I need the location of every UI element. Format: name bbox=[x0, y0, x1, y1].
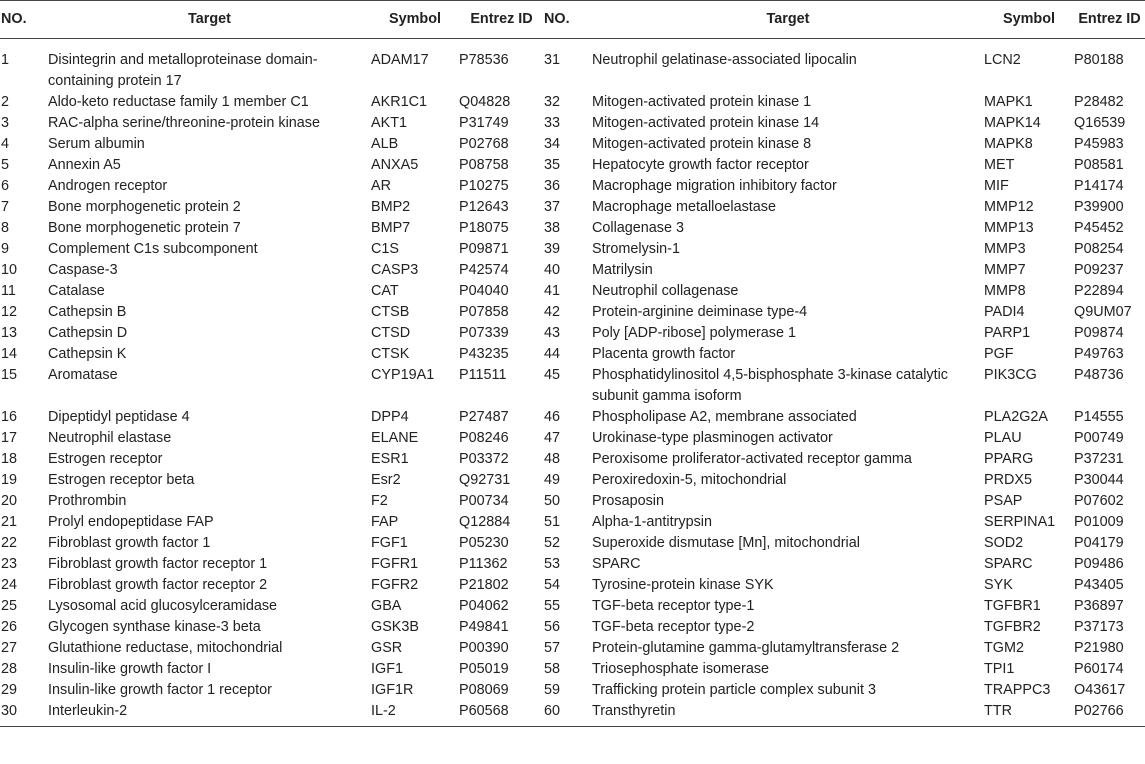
cell-entrez-left: P05230 bbox=[459, 535, 509, 551]
table-row bbox=[0, 659, 1145, 680]
table-body bbox=[0, 39, 1145, 727]
cell-symbol-right: MMP3 bbox=[984, 241, 1026, 257]
cell-entrez-right: P39900 bbox=[1074, 199, 1124, 215]
cell-symbol-left: CYP19A1 bbox=[371, 367, 435, 383]
cell-target-left: Insulin-like growth factor I bbox=[48, 661, 212, 677]
cell-no-right: 42 bbox=[544, 304, 561, 320]
cell-symbol-left: FAP bbox=[371, 514, 399, 530]
cell-target-left: Fibroblast growth factor receptor 1 bbox=[48, 556, 268, 572]
cell-symbol-left: CTSB bbox=[371, 304, 410, 320]
cell-symbol-left: CTSD bbox=[371, 325, 411, 341]
cell-entrez-left: P08069 bbox=[459, 682, 509, 698]
cell-symbol-right: MMP8 bbox=[984, 283, 1026, 299]
cell-symbol-left: CASP3 bbox=[371, 262, 419, 278]
cell-entrez-left: P04062 bbox=[459, 598, 509, 614]
cell-entrez-left: P08246 bbox=[459, 430, 509, 446]
cell-target-right: Macrophage metalloelastase bbox=[592, 199, 776, 215]
cell-no-right: 39 bbox=[544, 241, 561, 257]
cell-entrez-right: P28482 bbox=[1074, 94, 1124, 110]
cell-symbol-right: SPARC bbox=[984, 556, 1033, 572]
cell-no-right: 53 bbox=[544, 556, 561, 572]
cell-entrez-left: P03372 bbox=[459, 451, 509, 467]
cell-symbol-left: IGF1R bbox=[371, 682, 414, 698]
cell-target-left: Bone morphogenetic protein 7 bbox=[48, 220, 241, 236]
cell-no-left: 2 bbox=[1, 94, 10, 110]
cell-no-left: 18 bbox=[1, 451, 18, 467]
cell-no-left: 12 bbox=[1, 304, 18, 320]
cell-no-right: 44 bbox=[544, 346, 561, 362]
cell-no-left: 10 bbox=[1, 262, 18, 278]
cell-entrez-left: P11362 bbox=[459, 556, 508, 572]
header-target-left: Target bbox=[188, 11, 231, 27]
cell-target-right: Protein-arginine deiminase type-4 bbox=[592, 304, 808, 320]
cell-target-left: Insulin-like growth factor 1 receptor bbox=[48, 682, 272, 698]
table-row bbox=[0, 596, 1145, 617]
cell-no-right: 36 bbox=[544, 178, 561, 194]
cell-symbol-right: PSAP bbox=[984, 493, 1023, 509]
cell-no-right: 58 bbox=[544, 661, 561, 677]
cell-target-left: Aldo-keto reductase family 1 member C1 bbox=[48, 94, 309, 110]
cell-no-left: 9 bbox=[1, 241, 10, 257]
cell-entrez-right: P14555 bbox=[1074, 409, 1124, 425]
cell-no-right: 60 bbox=[544, 703, 561, 719]
cell-symbol-left: Esr2 bbox=[371, 472, 401, 488]
cell-symbol-right: TPI1 bbox=[984, 661, 1015, 677]
cell-entrez-left: P07858 bbox=[459, 304, 509, 320]
cell-target-right: Mitogen-activated protein kinase 1 bbox=[592, 94, 812, 110]
cell-target-left: Fibroblast growth factor receptor 2 bbox=[48, 577, 268, 593]
cell-entrez-left: P12643 bbox=[459, 199, 509, 215]
cell-entrez-right: P48736 bbox=[1074, 367, 1124, 383]
cell-symbol-right: PARP1 bbox=[984, 325, 1031, 341]
cell-target-right: Mitogen-activated protein kinase 14 bbox=[592, 115, 820, 131]
cell-target-right: Superoxide dismutase [Mn], mitochondrial bbox=[592, 535, 860, 551]
cell-entrez-left: P60568 bbox=[459, 703, 509, 719]
cell-entrez-left: P27487 bbox=[459, 409, 509, 425]
cell-entrez-left: P31749 bbox=[459, 115, 509, 131]
cell-target-right: Peroxiredoxin-5, mitochondrial bbox=[592, 472, 787, 488]
cell-symbol-right: MMP12 bbox=[984, 199, 1034, 215]
cell-entrez-left: P08758 bbox=[459, 157, 509, 173]
header-symbol-right: Symbol bbox=[1003, 11, 1055, 27]
cell-no-right: 52 bbox=[544, 535, 561, 551]
cell-no-left: 26 bbox=[1, 619, 18, 635]
cell-entrez-right: P30044 bbox=[1074, 472, 1124, 488]
cell-symbol-left: FGFR1 bbox=[371, 556, 419, 572]
cell-target-right: Collagenase 3 bbox=[592, 220, 685, 236]
cell-symbol-left: AKT1 bbox=[371, 115, 407, 131]
cell-no-right: 35 bbox=[544, 157, 561, 173]
cell-target-left: Neutrophil elastase bbox=[48, 430, 172, 446]
cell-symbol-left: IL-2 bbox=[371, 703, 396, 719]
cell-no-left: 13 bbox=[1, 325, 18, 341]
cell-no-left: 21 bbox=[1, 514, 18, 530]
cell-symbol-right: MIF bbox=[984, 178, 1009, 194]
cell-target-left: Annexin A5 bbox=[48, 157, 121, 173]
header-entrez-right: Entrez ID bbox=[1078, 11, 1141, 27]
cell-symbol-left: BMP7 bbox=[371, 220, 411, 236]
cell-symbol-right: MMP7 bbox=[984, 262, 1026, 278]
cell-entrez-right: P08581 bbox=[1074, 157, 1124, 173]
cell-symbol-right: TRAPPC3 bbox=[984, 682, 1051, 698]
table-row bbox=[0, 638, 1145, 659]
cell-entrez-left: P05019 bbox=[459, 661, 509, 677]
cell-symbol-left: CAT bbox=[371, 283, 399, 299]
cell-no-left: 15 bbox=[1, 367, 18, 383]
cell-symbol-left: GSK3B bbox=[371, 619, 419, 635]
cell-entrez-right: P04179 bbox=[1074, 535, 1124, 551]
cell-no-left: 28 bbox=[1, 661, 18, 677]
table-row bbox=[0, 680, 1145, 701]
cell-target-right: Prosaposin bbox=[592, 493, 664, 509]
cell-entrez-left: Q92731 bbox=[459, 472, 511, 488]
cell-target-left: Caspase-3 bbox=[48, 262, 118, 278]
cell-symbol-left: DPP4 bbox=[371, 409, 409, 425]
cell-symbol-right: LCN2 bbox=[984, 52, 1021, 68]
table-row bbox=[0, 302, 1145, 323]
table-row bbox=[0, 428, 1145, 449]
cell-target-left: Dipeptidyl peptidase 4 bbox=[48, 409, 190, 425]
cell-target-right: Hepatocyte growth factor receptor bbox=[592, 157, 809, 173]
cell-symbol-left: GBA bbox=[371, 598, 402, 614]
cell-symbol-left: IGF1 bbox=[371, 661, 403, 677]
table-row bbox=[0, 281, 1145, 302]
cell-symbol-right: PADI4 bbox=[984, 304, 1025, 320]
cell-entrez-right: P60174 bbox=[1074, 661, 1124, 677]
cell-entrez-right: P09486 bbox=[1074, 556, 1124, 572]
cell-entrez-right: P45452 bbox=[1074, 220, 1124, 236]
cell-entrez-right: P09874 bbox=[1074, 325, 1124, 341]
cell-no-left: 4 bbox=[1, 136, 10, 152]
cell-target-right: Triosephosphate isomerase bbox=[592, 661, 770, 677]
cell-no-left: 19 bbox=[1, 472, 18, 488]
table-row bbox=[0, 344, 1145, 365]
cell-symbol-right: TTR bbox=[984, 703, 1012, 719]
cell-symbol-left: ADAM17 bbox=[371, 52, 429, 68]
cell-target-left: Bone morphogenetic protein 2 bbox=[48, 199, 241, 215]
cell-no-right: 45 bbox=[544, 367, 561, 383]
cell-entrez-right: P09237 bbox=[1074, 262, 1124, 278]
header-symbol-left: Symbol bbox=[389, 11, 441, 27]
cell-target-left: Androgen receptor bbox=[48, 178, 168, 194]
cell-no-right: 55 bbox=[544, 598, 561, 614]
header-entrez-left: Entrez ID bbox=[470, 11, 533, 27]
cell-no-left: 3 bbox=[1, 115, 10, 131]
cell-target-right: Poly [ADP-ribose] polymerase 1 bbox=[592, 325, 796, 341]
table-row bbox=[0, 512, 1145, 533]
header-row bbox=[0, 1, 1145, 39]
header-no-right: NO. bbox=[544, 11, 570, 27]
cell-entrez-left: P43235 bbox=[459, 346, 509, 362]
cell-target-right: TGF-beta receptor type-1 bbox=[592, 598, 755, 614]
cell-symbol-right: MET bbox=[984, 157, 1015, 173]
cell-no-right: 50 bbox=[544, 493, 561, 509]
cell-entrez-left: P10275 bbox=[459, 178, 509, 194]
cell-target-left: Glycogen synthase kinase-3 beta bbox=[48, 619, 261, 635]
cell-target-right: Macrophage migration inhibitory factor bbox=[592, 178, 837, 194]
cell-symbol-left: F2 bbox=[371, 493, 388, 509]
cell-entrez-right: P08254 bbox=[1074, 241, 1124, 257]
cell-entrez-left: P07339 bbox=[459, 325, 509, 341]
cell-entrez-left: Q12884 bbox=[459, 514, 511, 530]
table-row bbox=[0, 239, 1145, 260]
cell-no-right: 46 bbox=[544, 409, 561, 425]
cell-symbol-right: TGFBR2 bbox=[984, 619, 1041, 635]
cell-target-right: Alpha-1-antitrypsin bbox=[592, 514, 712, 530]
cell-entrez-right: Q9UM07 bbox=[1074, 304, 1132, 320]
cell-no-right: 57 bbox=[544, 640, 561, 656]
cell-entrez-right: P07602 bbox=[1074, 493, 1124, 509]
cell-no-right: 33 bbox=[544, 115, 561, 131]
cell-no-left: 1 bbox=[1, 52, 10, 68]
cell-no-left: 24 bbox=[1, 577, 18, 593]
cell-symbol-left: ESR1 bbox=[371, 451, 409, 467]
cell-symbol-right: MAPK8 bbox=[984, 136, 1033, 152]
cell-entrez-right: Q16539 bbox=[1074, 115, 1126, 131]
cell-target-right: Mitogen-activated protein kinase 8 bbox=[592, 136, 812, 152]
cell-no-left: 8 bbox=[1, 220, 10, 236]
cell-no-right: 34 bbox=[544, 136, 561, 152]
cell-target-right: Placenta growth factor bbox=[592, 346, 736, 362]
table-row bbox=[0, 197, 1145, 218]
cell-no-right: 51 bbox=[544, 514, 561, 530]
cell-symbol-left: ELANE bbox=[371, 430, 419, 446]
cell-no-right: 54 bbox=[544, 577, 561, 593]
table-row bbox=[0, 92, 1145, 113]
cell-target-left: Complement C1s subcomponent bbox=[48, 241, 258, 257]
table-row bbox=[0, 449, 1145, 470]
cell-entrez-left: P42574 bbox=[459, 262, 509, 278]
cell-symbol-left: AKR1C1 bbox=[371, 94, 427, 110]
cell-entrez-left: Q04828 bbox=[459, 94, 511, 110]
cell-symbol-left: CTSK bbox=[371, 346, 410, 362]
cell-entrez-left: P78536 bbox=[459, 52, 509, 68]
cell-target-right: Phosphatidylinositol 4,5-bisphosphate 3-kinase catalytic subunit gamma isoform bbox=[592, 367, 948, 404]
cell-target-left: Glutathione reductase, mitochondrial bbox=[48, 640, 283, 656]
table-row bbox=[0, 365, 1145, 407]
cell-target-left: Cathepsin D bbox=[48, 325, 128, 341]
cell-target-left: Estrogen receptor beta bbox=[48, 472, 195, 488]
cell-symbol-right: PRDX5 bbox=[984, 472, 1032, 488]
cell-entrez-left: P18075 bbox=[459, 220, 509, 236]
cell-symbol-left: FGF1 bbox=[371, 535, 408, 551]
cell-entrez-left: P09871 bbox=[459, 241, 509, 257]
cell-target-left: RAC-alpha serine/threonine-protein kinase bbox=[48, 115, 320, 131]
cell-target-left: Interleukin-2 bbox=[48, 703, 128, 719]
cell-symbol-right: MAPK1 bbox=[984, 94, 1033, 110]
cell-no-left: 11 bbox=[1, 283, 16, 299]
cell-no-left: 7 bbox=[1, 199, 10, 215]
table-row bbox=[0, 470, 1145, 491]
cell-no-left: 23 bbox=[1, 556, 18, 572]
cell-symbol-right: PLA2G2A bbox=[984, 409, 1048, 425]
cell-no-right: 32 bbox=[544, 94, 561, 110]
cell-target-left: Catalase bbox=[48, 283, 105, 299]
cell-entrez-left: P11511 bbox=[459, 367, 507, 383]
cell-entrez-left: P00734 bbox=[459, 493, 509, 509]
cell-no-left: 5 bbox=[1, 157, 10, 173]
cell-no-left: 16 bbox=[1, 409, 18, 425]
cell-target-left: Aromatase bbox=[48, 367, 118, 383]
cell-symbol-right: PPARG bbox=[984, 451, 1034, 467]
cell-target-right: Matrilysin bbox=[592, 262, 653, 278]
cell-target-right: Tyrosine-protein kinase SYK bbox=[592, 577, 774, 593]
cell-symbol-right: PIK3CG bbox=[984, 367, 1037, 383]
cell-no-left: 30 bbox=[1, 703, 18, 719]
table-row bbox=[0, 407, 1145, 428]
table-row bbox=[0, 134, 1145, 155]
cell-target-left: Lysosomal acid glucosylceramidase bbox=[48, 598, 278, 614]
cell-entrez-right: P21980 bbox=[1074, 640, 1124, 656]
cell-entrez-right: P22894 bbox=[1074, 283, 1124, 299]
table-row bbox=[0, 113, 1145, 134]
cell-target-right: Stromelysin-1 bbox=[592, 241, 680, 257]
cell-symbol-right: PLAU bbox=[984, 430, 1022, 446]
cell-symbol-right: MMP13 bbox=[984, 220, 1034, 236]
cell-entrez-left: P21802 bbox=[459, 577, 509, 593]
cell-no-right: 49 bbox=[544, 472, 561, 488]
cell-symbol-left: ANXA5 bbox=[371, 157, 419, 173]
header-target-right: Target bbox=[766, 11, 810, 27]
cell-target-left: Prothrombin bbox=[48, 493, 127, 509]
cell-no-right: 40 bbox=[544, 262, 561, 278]
cell-target-right: Peroxisome proliferator-activated receptor gamma bbox=[592, 451, 912, 467]
cell-no-left: 29 bbox=[1, 682, 18, 698]
cell-no-right: 56 bbox=[544, 619, 561, 635]
cell-symbol-left: FGFR2 bbox=[371, 577, 419, 593]
table-row bbox=[0, 617, 1145, 638]
cell-entrez-right: P01009 bbox=[1074, 514, 1124, 530]
cell-no-left: 14 bbox=[1, 346, 18, 362]
table-row bbox=[0, 39, 1145, 93]
cell-target-right: Neutrophil collagenase bbox=[592, 283, 739, 299]
cell-entrez-right: P14174 bbox=[1074, 178, 1124, 194]
cell-no-right: 48 bbox=[544, 451, 561, 467]
cell-no-right: 38 bbox=[544, 220, 561, 236]
table-row bbox=[0, 491, 1145, 512]
cell-no-right: 41 bbox=[544, 283, 561, 299]
cell-symbol-right: TGM2 bbox=[984, 640, 1024, 656]
table-row bbox=[0, 260, 1145, 281]
cell-target-left: Disintegrin and metalloproteinase domain-containing protein 17 bbox=[48, 52, 318, 89]
cell-target-right: Transthyretin bbox=[592, 703, 676, 719]
cell-target-right: Trafficking protein particle complex subunit 3 bbox=[592, 682, 876, 698]
cell-symbol-right: SOD2 bbox=[984, 535, 1024, 551]
cell-entrez-right: P80188 bbox=[1074, 52, 1124, 68]
cell-entrez-left: P04040 bbox=[459, 283, 509, 299]
cell-entrez-right: P36897 bbox=[1074, 598, 1124, 614]
cell-no-right: 59 bbox=[544, 682, 561, 698]
cell-entrez-right: P45983 bbox=[1074, 136, 1124, 152]
table-row bbox=[0, 554, 1145, 575]
cell-target-left: Prolyl endopeptidase FAP bbox=[48, 514, 214, 530]
cell-no-right: 37 bbox=[544, 199, 561, 215]
table-row bbox=[0, 218, 1145, 239]
cell-target-right: Urokinase-type plasminogen activator bbox=[592, 430, 833, 446]
cell-target-left: Cathepsin B bbox=[48, 304, 127, 320]
table-row bbox=[0, 176, 1145, 197]
cell-symbol-right: SERPINA1 bbox=[984, 514, 1056, 530]
table-row bbox=[0, 323, 1145, 344]
cell-entrez-left: P02768 bbox=[459, 136, 509, 152]
cell-symbol-left: AR bbox=[371, 178, 391, 194]
cell-no-left: 22 bbox=[1, 535, 18, 551]
cell-symbol-right: PGF bbox=[984, 346, 1014, 362]
cell-target-right: SPARC bbox=[592, 556, 641, 572]
cell-symbol-left: GSR bbox=[371, 640, 403, 656]
cell-target-right: Phospholipase A2, membrane associated bbox=[592, 409, 857, 425]
cell-no-right: 43 bbox=[544, 325, 561, 341]
cell-symbol-right: MAPK14 bbox=[984, 115, 1041, 131]
cell-no-left: 17 bbox=[1, 430, 18, 446]
cell-target-right: TGF-beta receptor type-2 bbox=[592, 619, 755, 635]
cell-entrez-right: P37173 bbox=[1074, 619, 1124, 635]
cell-no-right: 47 bbox=[544, 430, 561, 446]
table-row bbox=[0, 575, 1145, 596]
cell-entrez-right: O43617 bbox=[1074, 682, 1126, 698]
cell-entrez-right: P43405 bbox=[1074, 577, 1124, 593]
cell-no-left: 20 bbox=[1, 493, 18, 509]
cell-target-left: Serum albumin bbox=[48, 136, 145, 152]
cell-target-left: Cathepsin K bbox=[48, 346, 127, 362]
cell-entrez-right: P49763 bbox=[1074, 346, 1124, 362]
cell-symbol-left: C1S bbox=[371, 241, 399, 257]
cell-entrez-right: P37231 bbox=[1074, 451, 1124, 467]
cell-symbol-right: SYK bbox=[984, 577, 1013, 593]
cell-entrez-right: P02766 bbox=[1074, 703, 1124, 719]
cell-entrez-left: P00390 bbox=[459, 640, 509, 656]
table-row bbox=[0, 533, 1145, 554]
table-row bbox=[0, 701, 1145, 727]
table-row bbox=[0, 155, 1145, 176]
header-no-left: NO. bbox=[1, 11, 27, 27]
cell-symbol-right: TGFBR1 bbox=[984, 598, 1041, 614]
cell-no-left: 25 bbox=[1, 598, 18, 614]
cell-no-left: 27 bbox=[1, 640, 18, 656]
cell-symbol-left: BMP2 bbox=[371, 199, 411, 215]
cell-target-left: Fibroblast growth factor 1 bbox=[48, 535, 211, 551]
cell-entrez-left: P49841 bbox=[459, 619, 509, 635]
cell-target-right: Neutrophil gelatinase-associated lipocalin bbox=[592, 52, 857, 68]
cell-entrez-right: P00749 bbox=[1074, 430, 1124, 446]
cell-no-right: 31 bbox=[544, 52, 561, 68]
cell-symbol-left: ALB bbox=[371, 136, 399, 152]
cell-no-left: 6 bbox=[1, 178, 10, 194]
cell-target-left: Estrogen receptor bbox=[48, 451, 163, 467]
cell-target-right: Protein-glutamine gamma-glutamyltransferase 2 bbox=[592, 640, 900, 656]
